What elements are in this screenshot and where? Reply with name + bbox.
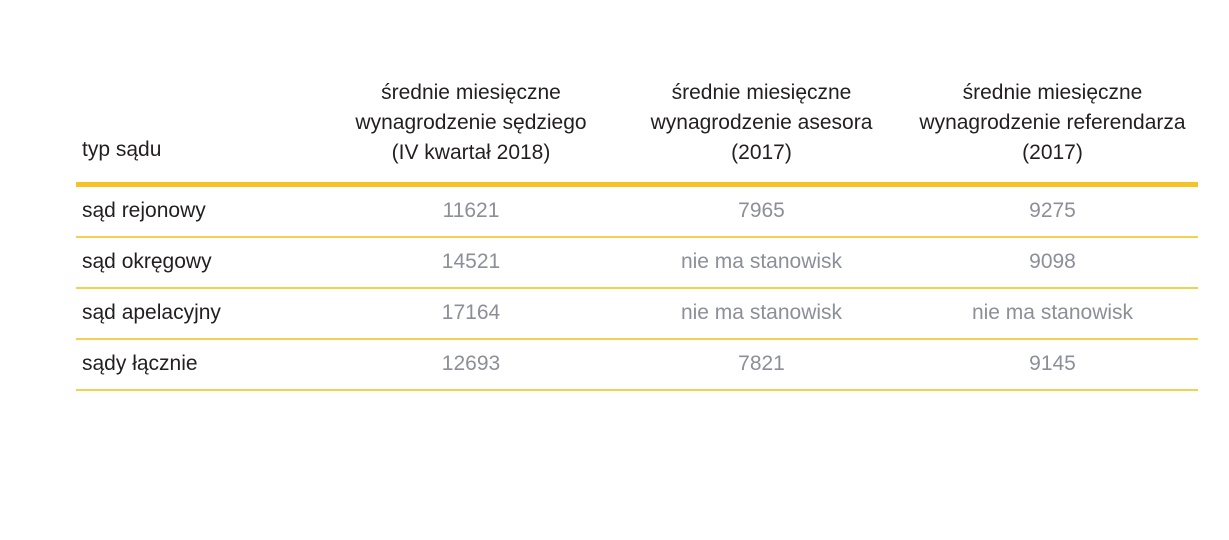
table-row — [76, 185, 1198, 238]
table-body — [76, 185, 1198, 391]
column-header-judge-salary: średnie miesięczne wynagrodzenie sędziego (IV kwartał 2018) — [355, 81, 587, 164]
table-header-row — [76, 78, 1198, 185]
table-row — [76, 237, 1198, 288]
cell-assessor-salary: 7965 — [616, 185, 907, 238]
row-label: sąd okręgowy — [76, 237, 326, 288]
cell-judge-salary: 17164 — [326, 288, 616, 339]
column-header-court-type: typ sądu — [82, 138, 162, 161]
cell-judge-salary: 12693 — [326, 339, 616, 390]
cell-judge-salary: 11621 — [326, 185, 616, 238]
column-header-assessor-salary: średnie miesięczne wynagrodzenie asesora (2017) — [650, 81, 873, 164]
table-header — [76, 78, 1198, 185]
cell-assessor-salary: nie ma stanowisk — [616, 237, 907, 288]
cell-referendary-salary: nie ma stanowisk — [907, 288, 1198, 339]
table-row — [76, 339, 1198, 390]
row-label: sądy łącznie — [76, 339, 326, 390]
table-row — [76, 288, 1198, 339]
row-label: sąd rejonowy — [76, 185, 326, 238]
column-header-referendary-salary: średnie miesięczne wynagrodzenie referendarza (2017) — [919, 81, 1186, 164]
cell-assessor-salary: nie ma stanowisk — [616, 288, 907, 339]
wage-table-container — [76, 78, 1198, 391]
cell-assessor-salary: 7821 — [616, 339, 907, 390]
cell-referendary-salary: 9098 — [907, 237, 1198, 288]
wage-table — [76, 78, 1198, 391]
cell-judge-salary: 14521 — [326, 237, 616, 288]
row-label: sąd apelacyjny — [76, 288, 326, 339]
cell-referendary-salary: 9275 — [907, 185, 1198, 238]
cell-referendary-salary: 9145 — [907, 339, 1198, 390]
